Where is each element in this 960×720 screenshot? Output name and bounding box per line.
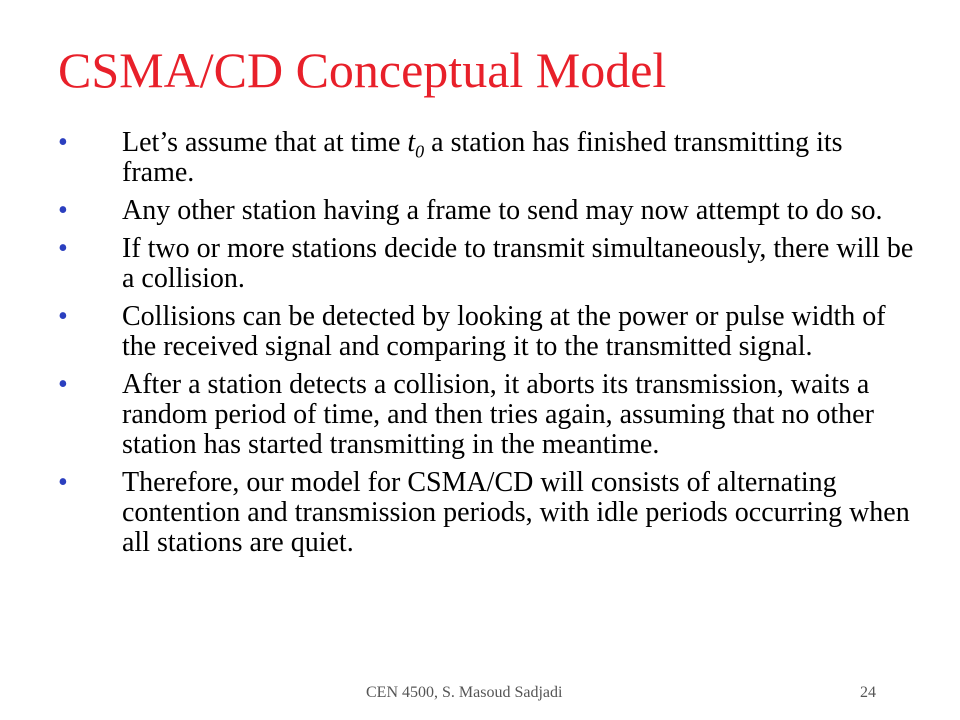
bullet-list [58, 128, 918, 566]
time-variable: t [407, 127, 416, 158]
bullet-item [58, 128, 918, 188]
footer-credit: CEN 4500, S. Masoud Sadjadi [366, 684, 563, 701]
bullet-item [58, 234, 918, 294]
page-number: 24 [860, 684, 876, 701]
bullet-text-post: a station has finished transmitting its frame. [122, 127, 843, 188]
bullet-item [58, 302, 918, 362]
bullet-icon: • [58, 369, 68, 400]
bullet-icon: • [58, 301, 68, 332]
bullet-text: Therefore, our model for CSMA/CD will consists of alternating contention and transmission periods, with idle periods occurring when all stations are quiet. [122, 467, 910, 558]
slide-title: CSMA/CD Conceptual Model [58, 42, 667, 98]
bullet-icon: • [58, 127, 68, 158]
time-subscript: 0 [415, 141, 425, 162]
bullet-icon: • [58, 467, 68, 498]
bullet-text: Any other station having a frame to send may now attempt to do so. [122, 195, 883, 226]
bullet-item [58, 370, 918, 460]
bullet-text [122, 127, 843, 188]
bullet-text-pre: Let’s assume that at time [122, 127, 408, 158]
bullet-text: Collisions can be detected by looking at the power or pulse width of the received signal and comparing it to the transmitted signal. [122, 301, 886, 362]
bullet-text: After a station detects a collision, it aborts its transmission, waits a random period of time, and then tries again, assuming that no other station has started transmitting in the meantime. [122, 369, 874, 460]
bullet-item [58, 196, 918, 226]
bullet-item [58, 468, 918, 558]
bullet-text: If two or more stations decide to transmit simultaneously, there will be a collision. [122, 233, 914, 294]
bullet-icon: • [58, 195, 68, 226]
bullet-icon: • [58, 233, 68, 264]
